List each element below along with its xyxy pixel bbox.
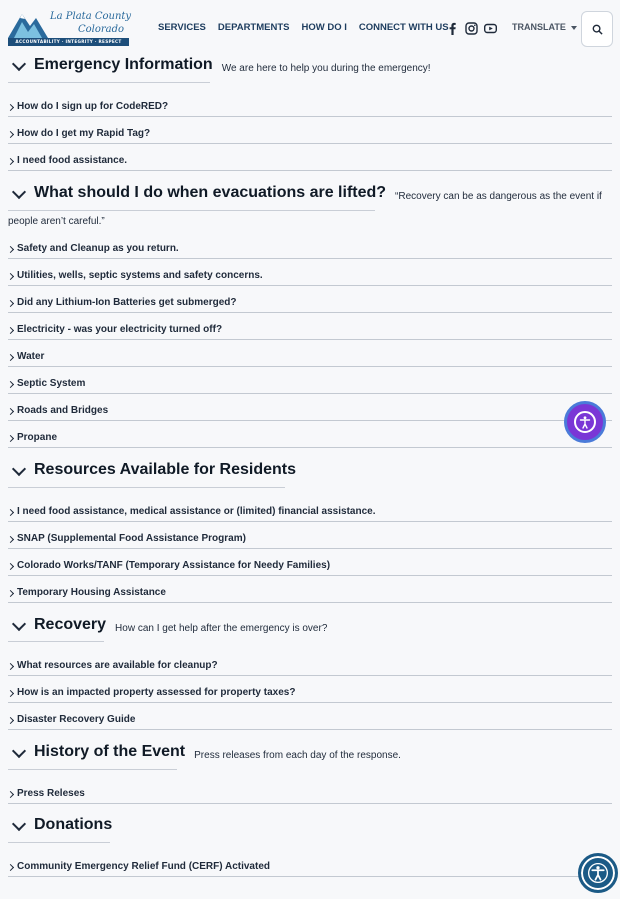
chevron-right-icon <box>7 300 14 307</box>
item-label: What resources are available for cleanup? <box>17 660 218 671</box>
accordion-item[interactable] <box>8 431 612 448</box>
item-label: How is an impacted property assessed for property taxes? <box>17 687 296 698</box>
chevron-right-icon <box>7 536 14 543</box>
accordion-item[interactable] <box>8 350 612 367</box>
chevron-right-icon <box>7 246 14 253</box>
section-subtitle: “Recovery can be as dangerous as the event if <box>395 191 602 202</box>
accordion-item[interactable] <box>8 787 612 804</box>
chevron-right-icon <box>7 408 14 415</box>
mountain-logo-icon <box>8 10 48 38</box>
section-subtitle: How can I get help after the emergency is over? <box>115 623 328 634</box>
section-subtitle: We are here to help you during the emergency! <box>221 63 431 74</box>
logo-wordmark-state: Colorado <box>78 24 125 35</box>
section-header-recovery[interactable] <box>8 616 327 634</box>
item-label: Temporary Housing Assistance <box>17 587 166 598</box>
chevron-down-icon <box>12 185 26 199</box>
accordion-item[interactable] <box>8 559 612 576</box>
chevron-right-icon <box>7 717 14 724</box>
section-title: Donations <box>34 816 113 833</box>
chevron-right-icon <box>7 791 14 798</box>
item-label: I need food assistance. <box>17 155 128 166</box>
accordion-item[interactable] <box>8 505 612 522</box>
divider <box>8 769 177 770</box>
section-header-history[interactable] <box>8 743 401 761</box>
main-nav <box>158 22 461 33</box>
chevron-right-icon <box>7 327 14 334</box>
item-label: Safety and Cleanup as you return. <box>17 243 179 254</box>
item-label: SNAP (Supplemental Food Assistance Program) <box>17 533 246 544</box>
section-subtitle-continued: people aren’t careful.” <box>8 216 105 227</box>
accessibility-menu-button[interactable] <box>578 853 618 893</box>
logo-wordmark: La Plata County <box>50 11 132 22</box>
nav-connect-with-us[interactable]: CONNECT WITH US <box>358 22 449 33</box>
chevron-down-icon <box>12 744 26 758</box>
nav-how-do-i[interactable]: HOW DO I <box>301 22 347 33</box>
section-header-resources[interactable] <box>8 461 296 479</box>
county-logo[interactable] <box>8 10 132 46</box>
chevron-right-icon <box>7 104 14 111</box>
item-label: How do I get my Rapid Tag? <box>17 128 151 139</box>
chevron-down-icon <box>12 57 26 71</box>
item-label: Roads and Bridges <box>17 405 109 416</box>
chevron-down-icon <box>12 817 26 831</box>
accordion-item[interactable] <box>8 269 612 286</box>
accordion-item[interactable] <box>8 100 612 117</box>
item-label: Electricity - was your electricity turned off? <box>17 324 223 335</box>
accordion-item[interactable] <box>8 659 612 676</box>
section-subtitle: Press releases from each day of the response. <box>194 750 401 761</box>
social-links <box>446 20 497 33</box>
accordion-item[interactable] <box>8 296 612 313</box>
accordion-item[interactable] <box>8 713 612 730</box>
accordion-item[interactable] <box>8 377 612 394</box>
accordion-item[interactable] <box>8 404 612 421</box>
logo-tagline: ACCOUNTABILITY · INTEGRITY · RESPECT <box>8 38 129 46</box>
divider <box>8 842 110 843</box>
search-button[interactable] <box>581 11 613 47</box>
chevron-down-icon <box>12 617 26 631</box>
chevron-right-icon <box>7 509 14 516</box>
chevron-right-icon <box>7 381 14 388</box>
translate-label: TRANSLATE <box>512 22 566 32</box>
chevron-right-icon <box>7 158 14 165</box>
item-label: How do I sign up for CodeRED? <box>17 101 169 112</box>
search-icon <box>592 24 603 35</box>
section-header-donations[interactable] <box>8 816 112 834</box>
chevron-right-icon <box>7 590 14 597</box>
section-header-emergency[interactable] <box>8 56 431 74</box>
accessibility-icon <box>587 862 609 884</box>
divider <box>8 487 285 488</box>
accordion-item[interactable] <box>8 323 612 340</box>
youtube-icon[interactable] <box>484 20 497 33</box>
item-label: Septic System <box>17 378 86 389</box>
accordion-item[interactable] <box>8 127 612 144</box>
caret-down-icon <box>571 26 577 30</box>
site-header <box>0 0 620 52</box>
divider <box>8 210 375 211</box>
translate-dropdown[interactable] <box>512 22 577 32</box>
accordion-item[interactable] <box>8 686 612 703</box>
section-title: Recovery <box>34 616 107 633</box>
divider <box>8 82 210 83</box>
section-title: What should I do when evacuations are lifted? <box>34 184 387 201</box>
section-title: Emergency Information <box>34 56 213 73</box>
facebook-icon[interactable] <box>446 20 459 33</box>
chevron-right-icon <box>7 435 14 442</box>
item-label: Utilities, wells, septic systems and safety concerns. <box>17 270 263 281</box>
chevron-right-icon <box>7 273 14 280</box>
item-label: Disaster Recovery Guide <box>17 714 136 725</box>
section-title: History of the Event <box>34 743 186 760</box>
chevron-right-icon <box>7 864 14 871</box>
item-label: Did any Lithium-Ion Batteries get submerged? <box>17 297 237 308</box>
chevron-right-icon <box>7 563 14 570</box>
accessibility-toolbar-button[interactable] <box>564 401 606 443</box>
accordion-item[interactable] <box>8 860 612 877</box>
accordion-item[interactable] <box>8 532 612 549</box>
chevron-right-icon <box>7 690 14 697</box>
section-title: Resources Available for Residents <box>34 461 297 478</box>
divider <box>8 641 104 642</box>
accordion-item[interactable] <box>8 154 612 171</box>
item-label: Colorado Works/TANF (Temporary Assistance for Needy Families) <box>17 560 331 571</box>
item-label: Propane <box>17 432 58 443</box>
nav-departments[interactable]: DEPARTMENTS <box>217 22 290 33</box>
item-label: Community Emergency Relief Fund (CERF) Activated <box>17 861 270 872</box>
chevron-right-icon <box>7 663 14 670</box>
accordion-item[interactable] <box>8 586 612 603</box>
instagram-icon[interactable] <box>465 20 478 33</box>
accordion-item[interactable] <box>8 242 612 259</box>
item-label: Water <box>17 351 45 362</box>
chevron-down-icon <box>12 462 26 476</box>
chevron-right-icon <box>7 354 14 361</box>
item-label: I need food assistance, medical assistance or (limited) financial assistance. <box>17 506 376 517</box>
section-header-evacuations[interactable] <box>8 184 602 202</box>
chevron-right-icon <box>7 131 14 138</box>
accessibility-icon <box>574 411 596 433</box>
nav-services[interactable]: SERVICES <box>158 22 206 33</box>
item-label: Press Releses <box>17 788 85 799</box>
